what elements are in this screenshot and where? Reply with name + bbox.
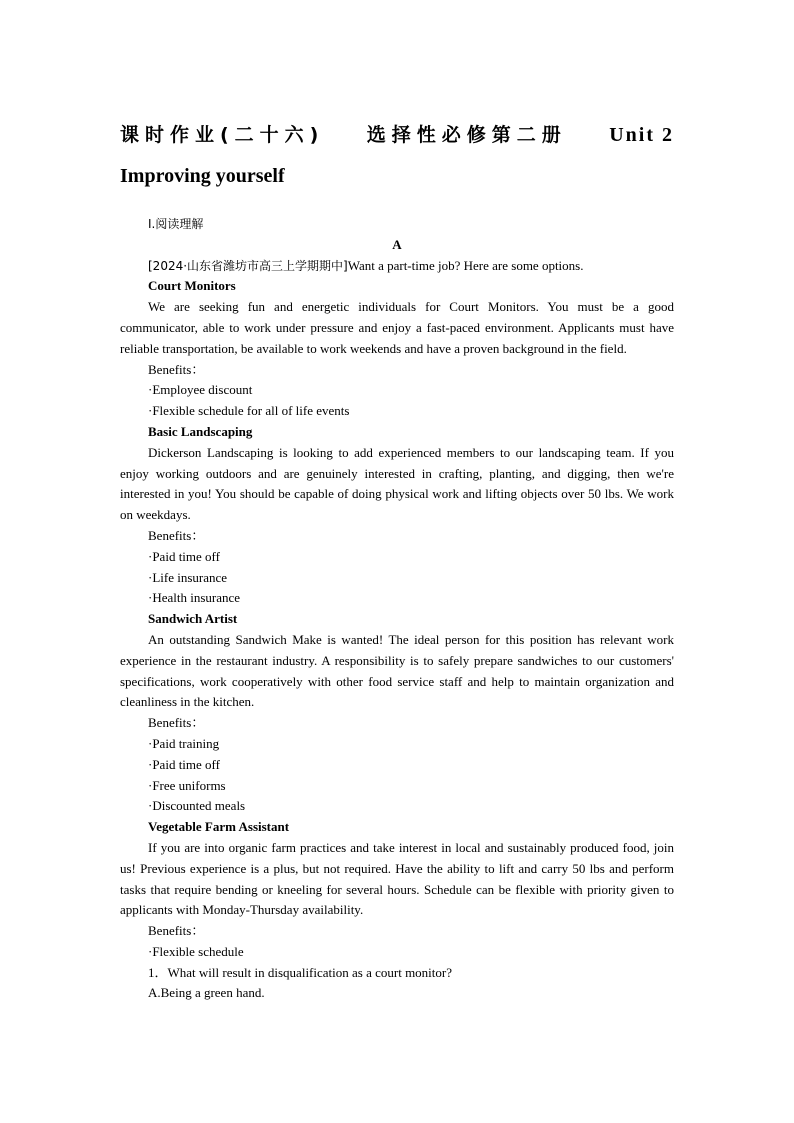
benefit-item: ·Employee discount — [148, 382, 253, 398]
question-number: 1． — [148, 964, 168, 980]
title-line-2: Improving yourself — [120, 165, 285, 187]
job-title: Vegetable Farm Assistant — [148, 819, 290, 835]
job-description: Dickerson Landscaping is looking to add experienced members to our landscaping team. If you enjoy working outdoors and are genuinely interested in crafting, planting, and digging, then we're interested in you! You should be capable of doing physical work and lifting objects over 50 lbs. We work on weekdays. — [120, 444, 674, 523]
title-line-1 — [120, 121, 674, 149]
benefit-item: ·Flexible schedule for all of life events — [148, 403, 350, 419]
job-description: If you are into organic farm practices and take interest in local and sustainably produced food, join us! Previous experience is a plus, but not required. Have the ability to lift and carry 50 lbs and perform tasks that require bending or kneeling for several hours. Schedule can be flexible with priority given to applicants with Monday-Thursday availability. — [120, 839, 674, 918]
benefit-item: ·Paid time off — [148, 548, 220, 564]
benefits-label: Benefits： — [148, 923, 205, 939]
job-title: Court Monitors — [148, 278, 236, 294]
benefit-item: ·Flexible schedule — [148, 943, 244, 959]
benefits-label: Benefits： — [148, 715, 205, 731]
benefits-label: Benefits： — [148, 527, 205, 543]
title-unit: Unit 2 — [609, 124, 674, 146]
option-a: A.Being a green hand. — [148, 985, 265, 1001]
document-body — [120, 214, 674, 1004]
benefit-item: ·Life insurance — [148, 569, 228, 585]
question-text: What will result in disqualification as a court monitor? — [167, 964, 452, 980]
benefits-label: Benefits： — [148, 361, 205, 377]
job-description: We are seeking fun and energetic individuals for Court Monitors. You must be a good communicator, able to work under pressure and enjoy a fast-paced environment. Applicants must have reliable transportation, be available to work weekends and have a proven background in the field. — [120, 299, 674, 356]
job-description: An outstanding Sandwich Make is wanted! The ideal person for this position has relevant work experience in the restaurant industry. A responsibility is to safely prepare sandwiches to our customers' specifications, work cooperatively with other food service staff and help to maintain organization and cleanliness in the kitchen. — [120, 631, 674, 710]
job-title: Basic Landscaping — [148, 423, 253, 439]
benefit-item: ·Discounted meals — [148, 798, 246, 814]
benefit-item: ·Paid time off — [148, 756, 220, 772]
intro-text: Want a part-time job? Here are some options. — [347, 257, 584, 273]
source-tag: [2024·山东省潍坊市高三上学期期中] — [148, 258, 348, 273]
section-label: Ⅰ.阅读理解 — [148, 217, 204, 231]
title-cn: 课时作业(二十六) — [120, 124, 325, 146]
question-line — [120, 963, 674, 984]
title-book: 选择性必修第二册 — [366, 124, 567, 146]
benefit-item: ·Free uniforms — [148, 777, 226, 793]
passage-letter: A — [392, 236, 402, 252]
intro-line — [120, 256, 674, 277]
benefit-item: ·Health insurance — [148, 590, 241, 606]
job-title: Sandwich Artist — [148, 611, 238, 627]
benefit-item: ·Paid training — [148, 735, 220, 751]
